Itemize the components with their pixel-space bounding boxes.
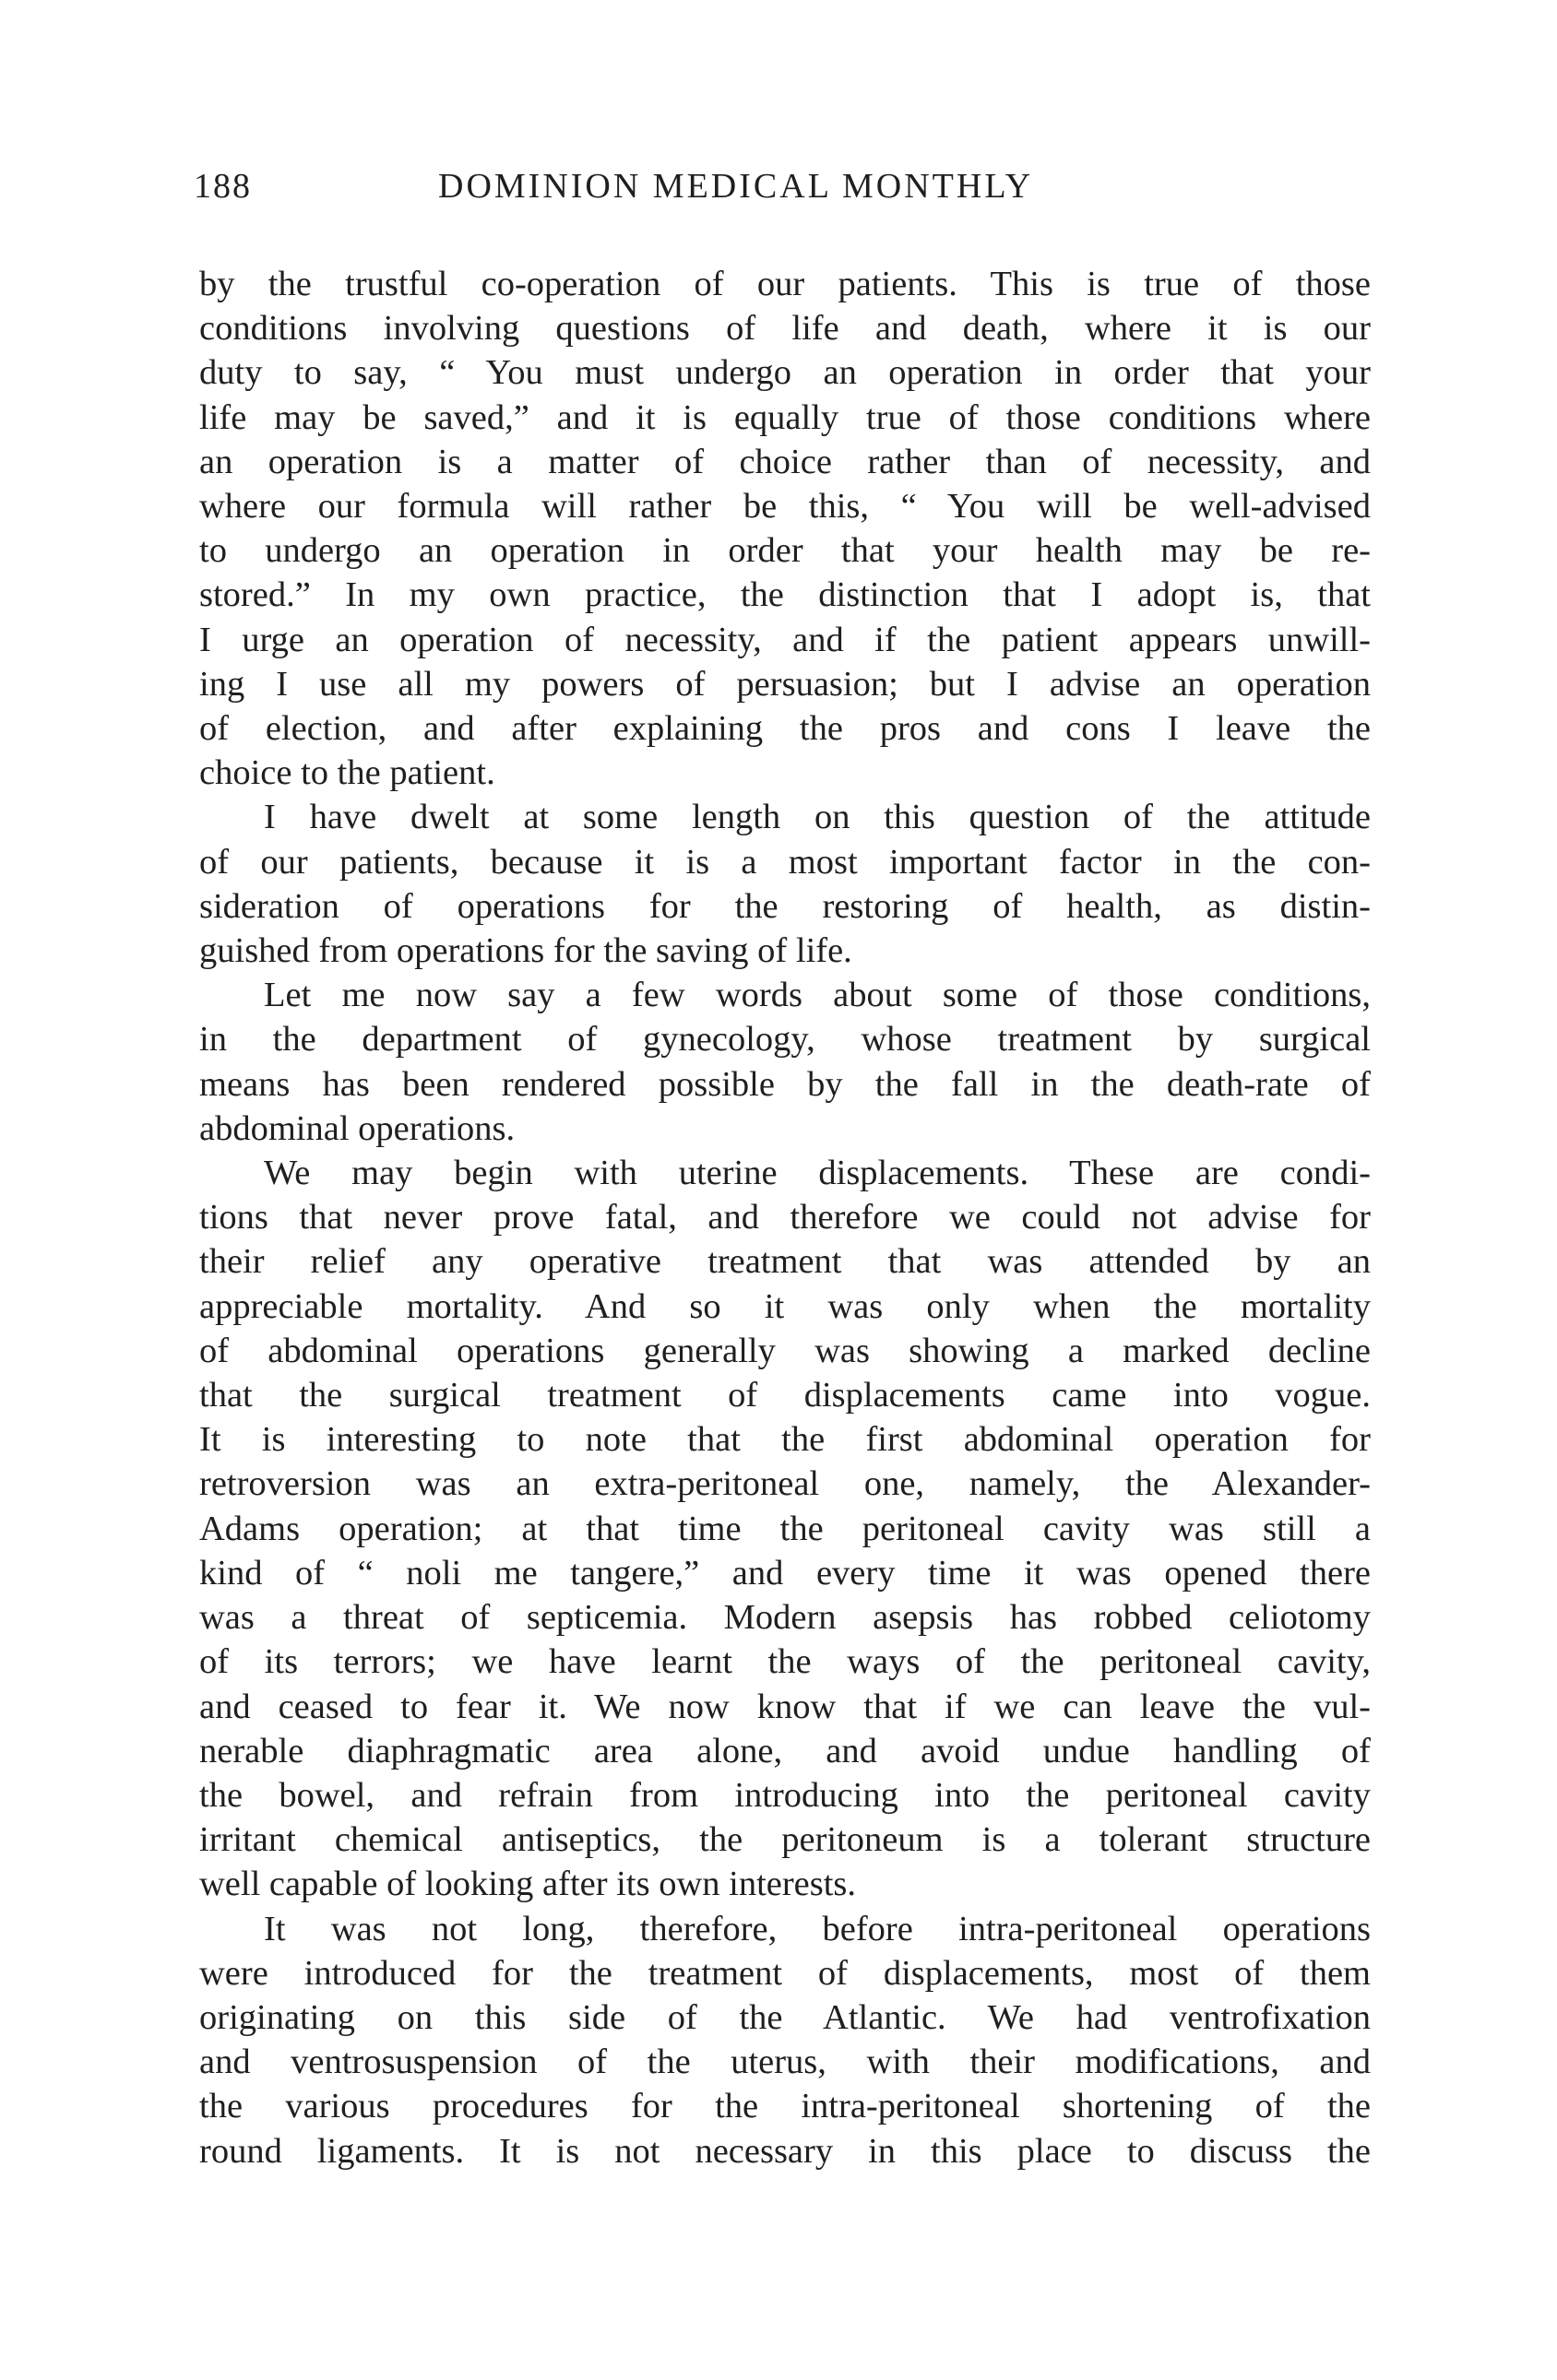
text-line: and ceased to fear it. We now know that if we can leave the vul- bbox=[199, 1687, 1371, 1726]
text-line: the various procedures for the intra-peritoneal shortening of the bbox=[199, 2087, 1371, 2126]
text-line: duty to say, “ You must undergo an operation in order that your bbox=[199, 353, 1371, 393]
text-line: retroversion was an extra-peritoneal one, namely, the Alexander- bbox=[199, 1464, 1371, 1504]
text-line: of its terrors; we have learnt the ways of the peritoneal cavity, bbox=[199, 1642, 1371, 1682]
text-line: was a threat of septicemia. Modern asepsis has robbed celiotomy bbox=[199, 1598, 1371, 1638]
text-line: that the surgical treatment of displacements came into vogue. bbox=[199, 1376, 1371, 1415]
text-line: and ventrosuspension of the uterus, with their modifications, and bbox=[199, 2043, 1371, 2082]
page-number: 188 bbox=[194, 167, 252, 206]
text-line: nerable diaphragmatic area alone, and avoid undue handling of bbox=[199, 1731, 1371, 1770]
text-line: to undergo an operation in order that your health may be re- bbox=[199, 531, 1371, 571]
text-line: kind of “ noli me tangere,” and every time it was opened there bbox=[199, 1553, 1371, 1593]
journal-title: DOMINION MEDICAL MONTHLY bbox=[438, 167, 1034, 206]
body-text bbox=[199, 262, 1371, 2198]
text-line: Let me now say a few words about some of those conditions, bbox=[264, 976, 1371, 1015]
text-line: life may be saved,” and it is equally true of those conditions where bbox=[199, 397, 1371, 437]
text-line: an operation is a matter of choice rather than of necessity, and bbox=[199, 442, 1371, 481]
text-line: choice to the patient. bbox=[199, 753, 495, 793]
text-line: It is interesting to note that the first abdominal operation for bbox=[199, 1420, 1371, 1460]
text-line: of election, and after explaining the pros and cons I leave the bbox=[199, 709, 1371, 749]
text-line: tions that never prove fatal, and therefore we could not advise for bbox=[199, 1198, 1371, 1237]
text-line: of our patients, because it is a most important factor in the con- bbox=[199, 842, 1371, 882]
text-line: stored.” In my own practice, the distinction that I adopt is, that bbox=[199, 575, 1371, 615]
text-line: We may begin with uterine displacements. These are condi- bbox=[264, 1154, 1371, 1193]
text-line: I have dwelt at some length on this question of the attitude bbox=[264, 798, 1371, 837]
text-line: in the department of gynecology, whose treatment by surgical bbox=[199, 1020, 1371, 1060]
text-line: appreciable mortality. And so it was only when the mortality bbox=[199, 1286, 1371, 1326]
text-line: Adams operation; at that time the peritoneal cavity was still a bbox=[199, 1509, 1371, 1548]
text-line: guished from operations for the saving of life. bbox=[199, 931, 852, 971]
text-line: the bowel, and refrain from introducing into the peritoneal cavity bbox=[199, 1775, 1371, 1815]
text-line: well capable of looking after its own interests. bbox=[199, 1865, 857, 1904]
text-line: were introduced for the treatment of displacements, most of them bbox=[199, 1953, 1371, 1993]
text-line: their relief any operative treatment that was attended by an bbox=[199, 1242, 1371, 1282]
text-line: round ligaments. It is not necessary in this place to discuss the bbox=[199, 2131, 1371, 2171]
text-line: I urge an operation of necessity, and if the patient appears unwill- bbox=[199, 620, 1371, 659]
text-line: sideration of operations for the restoring of health, as distin- bbox=[199, 886, 1371, 926]
text-line: It was not long, therefore, before intra-peritoneal operations bbox=[264, 1909, 1371, 1948]
text-line: originating on this side of the Atlantic. We had ventrofixation bbox=[199, 1997, 1371, 2037]
text-line: means has been rendered possible by the fall in the death-rate of bbox=[199, 1064, 1371, 1104]
text-line: ing I use all my powers of persuasion; but I advise an operation bbox=[199, 664, 1371, 704]
text-line: irritant chemical antiseptics, the peritoneum is a tolerant structure bbox=[199, 1820, 1371, 1860]
page-header bbox=[194, 166, 1393, 221]
text-line: by the trustful co-operation of our patients. This is true of those bbox=[199, 265, 1371, 303]
text-line: conditions involving questions of life and death, where it is our bbox=[199, 309, 1371, 349]
text-line: abdominal operations. bbox=[199, 1108, 516, 1148]
text-line: of abdominal operations generally was showing a marked decline bbox=[199, 1331, 1371, 1370]
text-line: where our formula will rather be this, “ You will be well-advised bbox=[199, 487, 1371, 527]
